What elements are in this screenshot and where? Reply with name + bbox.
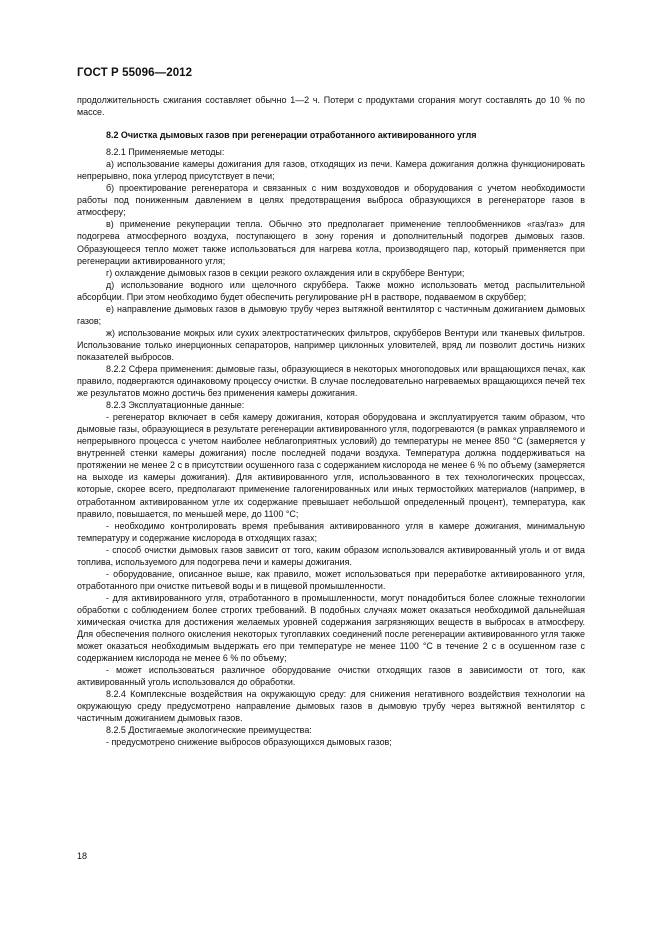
paragraph: 8.2.2 Сфера применения: дымовые газы, образующиеся в некоторых многоподовых или вращающихся печах, как правило, подвергаются одинаковому процессу очистки. В случае последовательно нагреваемых вращающихся печей тех же результатов можно достичь без применения камеры дожигания. <box>77 363 585 399</box>
list-item: - способ очистки дымовых газов зависит от того, каким образом использовался активированный уголь и от вида топлива, используемого для подогрева печи и камеры дожигания. <box>77 544 585 567</box>
paragraph: 8.2.1 Применяемые методы: <box>106 147 225 158</box>
list-item: б) проектирование регенератора и связанных с ним воздуховодов и оборудования с учетом необходимости работы под пониженным давлением в целях предотвращения выброса образующихся в регенераторе газов в атмосферу; <box>77 183 585 218</box>
list-item: - оборудование, описанное выше, как правило, может использоваться при переработке активированного угля, отработанного при очистке питьевой воды и в пищевой промышленности. <box>77 568 585 591</box>
list-item: - необходимо контролировать время пребывания активированного угля в камере дожигания, минимальную температуру и содержание кислорода в отходящих газах; <box>77 520 585 543</box>
list-item: е) направление дымовых газов в дымовую трубу через вытяжной вентилятор с частичным дожиганием дымовых газов; <box>77 303 585 326</box>
list-item: - предусмотрено снижение выбросов образующихся дымовых газов; <box>106 737 392 748</box>
list-item: - для активированного угля, отработанного в промышленности, могут понадобиться более сложные технологии обработки с соблюдением более строгих требований. В подобных случаях может оказаться необходимой дальнейшая химическая очистка для достижения желаемых уровней содержания загрязняющих веществ в выбросах в атмосферу. Для обеспечения полного окисления некоторых тугоплавких соединений после регенерации активированного угля также может оказаться необходимым выдержать его при температуре не менее 1100 °С в течение 2 с в осушенном газе с содержанием кислорода не менее 6 % по объему; <box>77 592 585 664</box>
paragraph: 8.2.3 Эксплуатационные данные: <box>106 400 245 411</box>
document-header: ГОСТ Р 55096—2012 <box>77 67 193 79</box>
list-item: - регенератор включает в себя камеру дожигания, которая оборудована и эксплуатируется таким образом, что дымовые газы, образующиеся в результате регенерации активированного угля, подогреваются (в рамках управляемого и непрерывного процесса с учетом наиболее неблагоприятных условий) до температуры не менее 850 °С (замеряется у внутренней стенки камеры дожигания) после последней подачи воздуха. Температура должна поддерживаться на протяжении не менее 2 с в присутствии осушенного газа с содержанием кислорода не менее 6 % по объему (замеряется на выходе из камеры дожигания). Для активированного угля, использованного в тех технологических процессах, которые, скорее всего, предполагают применение галогенированных или иных термостойких материалов (например, в отработанном активированном угле их содержание превышает небольшой определенный процент), температура, как правило, повышается, по меньшей мере, до 1100 °С; <box>77 412 585 519</box>
paragraph: 8.2.5 Достигаемые экологические преимущества: <box>106 725 312 736</box>
list-item: а) использование камеры дожигания для газов, отходящих из печи. Камера дожигания должна функционировать непрерывно, пока углерод присутствует в печи; <box>77 159 585 182</box>
list-item: д) использование водного или щелочного скруббера. Также можно использовать метод распылительной абсорбции. При этом необходимо будет обеспечить регулирование pH в растворе, подаваемом в скруббер; <box>77 279 585 302</box>
list-item: г) охлаждение дымовых газов в секции резкого охлаждения или в скруббере Вентури; <box>106 267 465 278</box>
document-body <box>77 94 585 748</box>
page-number: 18 <box>77 851 88 861</box>
paragraph: 8.2.4 Комплексные воздействия на окружающую среду: для снижения негативного воздействия технологии на окружающую среду предусмотрено направление дымовых газов в дымовую трубу через вытяжной вентилятор с частичным дожиганием дымовых газов. <box>77 689 585 724</box>
list-item: ж) использование мокрых или сухих электростатических фильтров, скрубберов Вентури или тканевых фильтров. Использование только инерционных сепараторов, например циклонных уловителей, вряд ли позволит достичь низких показателей выбросов. <box>77 327 585 362</box>
list-item: в) применение рекуперации тепла. Обычно это предполагает применение теплообменников «газ/газ» для подогрева атмосферного воздуха, поступающего в зону горения и дополнительный подогрев дымовых газов. Образующееся тепло может также использоваться для нагрева котла, производящего пар, который применяется при регенерации активированного угля; <box>77 219 585 266</box>
section-heading: 8.2 Очистка дымовых газов при регенерации отработанного активированного угля <box>106 130 477 141</box>
list-item: - может использоваться различное оборудование очистки отходящих газов в зависимости от того, как активированный уголь использовался до обработки. <box>77 665 585 688</box>
paragraph-continuation: продолжительность сжигания составляет обычно 1—2 ч. Потери с продуктами сгорания могут составлять до 10 % по массе. <box>77 95 585 118</box>
